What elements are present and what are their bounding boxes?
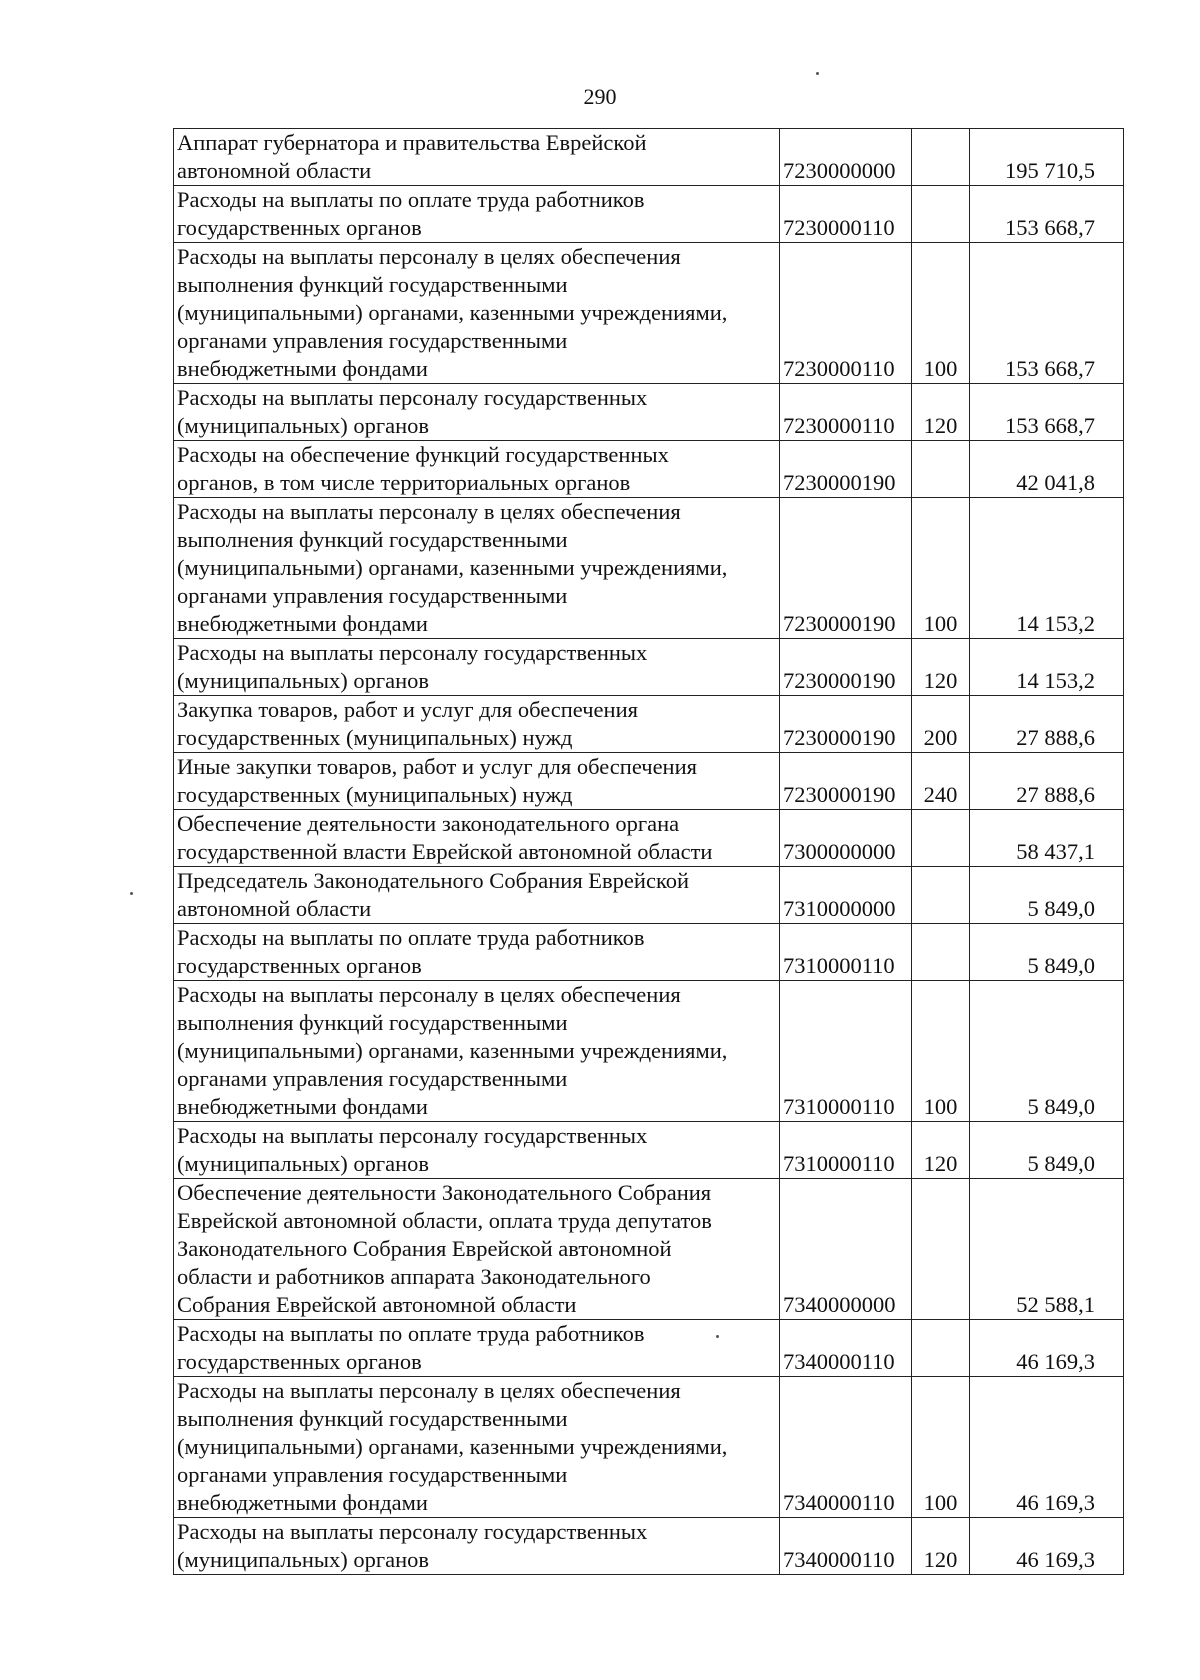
- target-article-code: 7340000110: [780, 1320, 912, 1377]
- row-description: Обеспечение деятельности законодательного органа государственной власти Еврейской автономной области: [174, 810, 780, 867]
- table-row: [174, 186, 1124, 243]
- expense-type-code: [912, 129, 970, 186]
- amount: 27 888,6: [970, 696, 1124, 753]
- target-article-code: 7310000110: [780, 1122, 912, 1179]
- table-row: [174, 1518, 1124, 1575]
- amount: 195 710,5: [970, 129, 1124, 186]
- table-row: [174, 1320, 1124, 1377]
- expense-type-code: 100: [912, 981, 970, 1122]
- row-description: Расходы на выплаты по оплате труда работников государственных органов: [174, 186, 780, 243]
- row-description: Расходы на выплаты по оплате труда работников государственных органов: [174, 1320, 780, 1377]
- table-row: [174, 441, 1124, 498]
- target-article-code: 7300000000: [780, 810, 912, 867]
- amount: 46 169,3: [970, 1518, 1124, 1575]
- expense-type-code: 120: [912, 1518, 970, 1575]
- table-row: [174, 384, 1124, 441]
- target-article-code: 7230000190: [780, 498, 912, 639]
- amount: 14 153,2: [970, 639, 1124, 696]
- amount: 42 041,8: [970, 441, 1124, 498]
- row-description: Обеспечение деятельности Законодательного Собрания Еврейской автономной области, оплата труда депутатов Законодательного Собрания Еврейской автономной области и работников аппарата Законодательного Собрания Еврейской автономной области: [174, 1179, 780, 1320]
- table-row: [174, 1122, 1124, 1179]
- expense-type-code: [912, 1320, 970, 1377]
- amount: 5 849,0: [970, 981, 1124, 1122]
- row-description: Расходы на выплаты персоналу в целях обеспечения выполнения функций государственными (муниципальными) органами, казенными учреждениями, органами управления государственными внебюджетными фондами: [174, 498, 780, 639]
- budget-table: [173, 128, 1124, 1575]
- target-article-code: 7230000190: [780, 441, 912, 498]
- row-description: Расходы на обеспечение функций государственных органов, в том числе территориальных органов: [174, 441, 780, 498]
- expense-type-code: [912, 1179, 970, 1320]
- table-row: [174, 1377, 1124, 1518]
- table-row: [174, 129, 1124, 186]
- amount: 5 849,0: [970, 1122, 1124, 1179]
- amount: 58 437,1: [970, 810, 1124, 867]
- expense-type-code: 120: [912, 639, 970, 696]
- target-article-code: 7340000110: [780, 1377, 912, 1518]
- expense-type-code: 100: [912, 498, 970, 639]
- amount: 52 588,1: [970, 1179, 1124, 1320]
- target-article-code: 7230000110: [780, 243, 912, 384]
- table-row: [174, 498, 1124, 639]
- target-article-code: 7230000190: [780, 753, 912, 810]
- amount: 46 169,3: [970, 1320, 1124, 1377]
- target-article-code: 7340000000: [780, 1179, 912, 1320]
- row-description: Расходы на выплаты персоналу государственных (муниципальных) органов: [174, 639, 780, 696]
- table-row: [174, 243, 1124, 384]
- expense-type-code: [912, 810, 970, 867]
- expense-type-code: [912, 186, 970, 243]
- expense-type-code: 100: [912, 243, 970, 384]
- table-row: [174, 924, 1124, 981]
- target-article-code: 7230000110: [780, 384, 912, 441]
- expense-type-code: [912, 924, 970, 981]
- expense-type-code: 100: [912, 1377, 970, 1518]
- expense-type-code: 120: [912, 384, 970, 441]
- amount: 5 849,0: [970, 924, 1124, 981]
- target-article-code: 7310000110: [780, 981, 912, 1122]
- scan-speck: [130, 892, 133, 895]
- amount: 153 668,7: [970, 243, 1124, 384]
- row-description: Расходы на выплаты персоналу в целях обеспечения выполнения функций государственными (муниципальными) органами, казенными учреждениями, органами управления государственными внебюджетными фондами: [174, 243, 780, 384]
- scan-speck: [816, 72, 819, 75]
- row-description: Председатель Законодательного Собрания Еврейской автономной области: [174, 867, 780, 924]
- target-article-code: 7230000190: [780, 696, 912, 753]
- row-description: Расходы на выплаты по оплате труда работников государственных органов: [174, 924, 780, 981]
- amount: 153 668,7: [970, 384, 1124, 441]
- budget-table-body: [174, 129, 1124, 1575]
- table-row: [174, 981, 1124, 1122]
- table-row: [174, 1179, 1124, 1320]
- row-description: Расходы на выплаты персоналу государственных (муниципальных) органов: [174, 384, 780, 441]
- table-row: [174, 639, 1124, 696]
- target-article-code: 7310000000: [780, 867, 912, 924]
- amount: 27 888,6: [970, 753, 1124, 810]
- row-description: Расходы на выплаты персоналу государственных (муниципальных) органов: [174, 1518, 780, 1575]
- target-article-code: 7230000190: [780, 639, 912, 696]
- row-description: Аппарат губернатора и правительства Еврейской автономной области: [174, 129, 780, 186]
- page-number: 290: [583, 84, 617, 109]
- amount: 14 153,2: [970, 498, 1124, 639]
- table-row: [174, 753, 1124, 810]
- row-description: Расходы на выплаты персоналу в целях обеспечения выполнения функций государственными (муниципальными) органами, казенными учреждениями, органами управления государственными внебюджетными фондами: [174, 1377, 780, 1518]
- expense-type-code: 120: [912, 1122, 970, 1179]
- target-article-code: 7340000110: [780, 1518, 912, 1575]
- expense-type-code: [912, 441, 970, 498]
- table-row: [174, 810, 1124, 867]
- expense-type-code: [912, 867, 970, 924]
- amount: 5 849,0: [970, 867, 1124, 924]
- row-description: Иные закупки товаров, работ и услуг для обеспечения государственных (муниципальных) нужд: [174, 753, 780, 810]
- amount: 46 169,3: [970, 1377, 1124, 1518]
- row-description: Закупка товаров, работ и услуг для обеспечения государственных (муниципальных) нужд: [174, 696, 780, 753]
- expense-type-code: 200: [912, 696, 970, 753]
- target-article-code: 7230000110: [780, 186, 912, 243]
- amount: 153 668,7: [970, 186, 1124, 243]
- table-row: [174, 867, 1124, 924]
- expense-type-code: 240: [912, 753, 970, 810]
- row-description: Расходы на выплаты персоналу государственных (муниципальных) органов: [174, 1122, 780, 1179]
- table-row: [174, 696, 1124, 753]
- target-article-code: 7310000110: [780, 924, 912, 981]
- row-description: Расходы на выплаты персоналу в целях обеспечения выполнения функций государственными (муниципальными) органами, казенными учреждениями, органами управления государственными внебюджетными фондами: [174, 981, 780, 1122]
- target-article-code: 7230000000: [780, 129, 912, 186]
